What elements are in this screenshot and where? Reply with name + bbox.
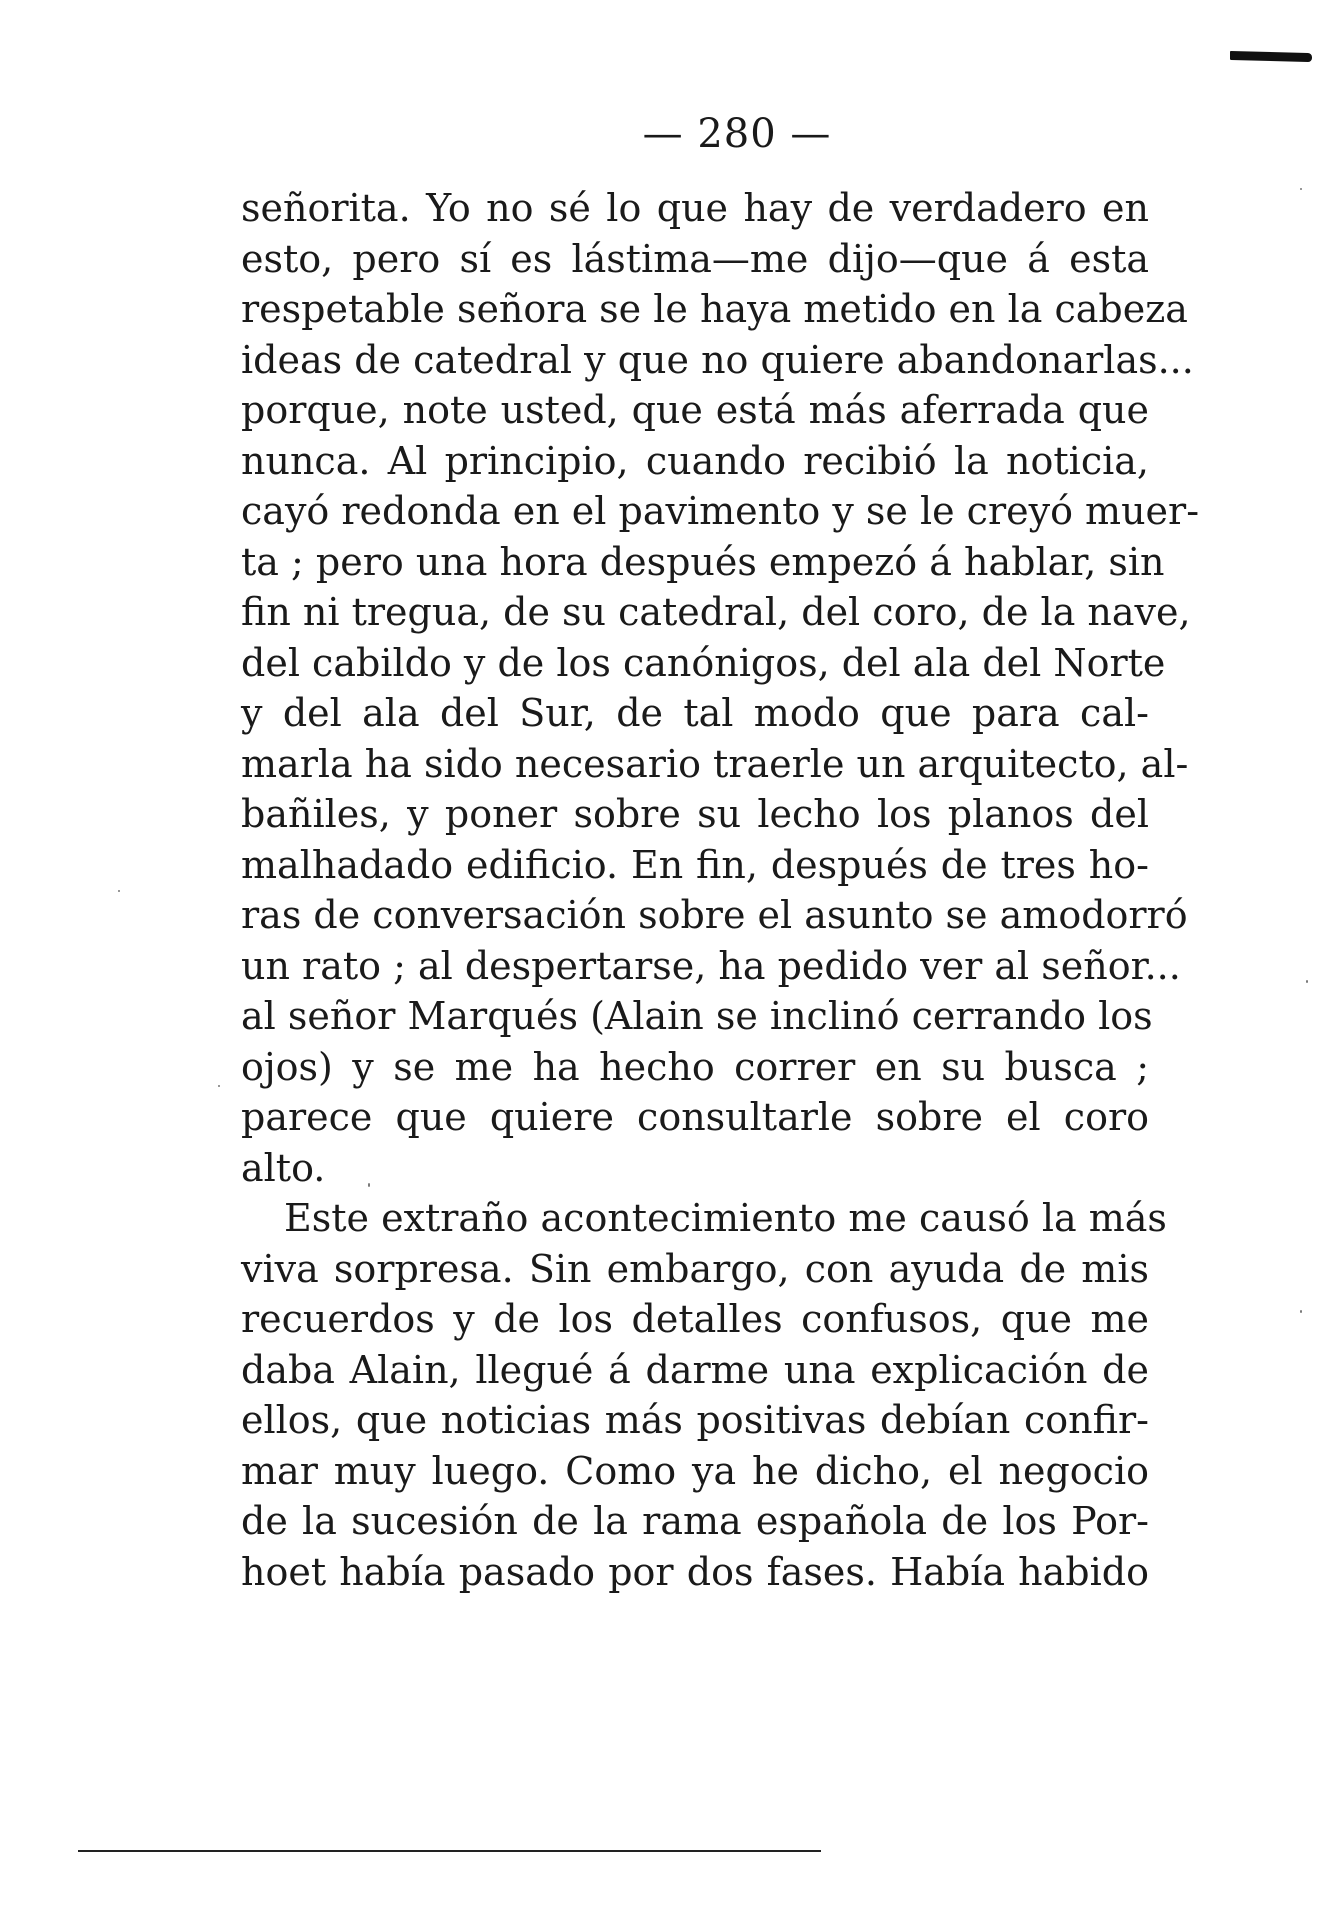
text-line: del cabildo y de los canónigos, del ala del Norte [241, 640, 1166, 685]
text-line: bañiles, y poner sobre su lecho los planos del [241, 792, 1149, 836]
footer-rule [78, 1850, 821, 1852]
text-line: ras de conversación sobre el asunto se amodorró [241, 893, 1188, 937]
text-line: ideas de catedral y que no quiere abandonarlas... [241, 337, 1194, 382]
text-line: esto, pero sí es lástima—me dijo—que á esta [241, 236, 1149, 281]
text-line: cayó redonda en el pavimento y se le creyó muer- [241, 489, 1200, 533]
paragraph-2 [241, 1193, 1167, 1597]
text-line: daba Alain, llegué á darme una explicación de [241, 1347, 1149, 1392]
text-line: señorita. Yo no sé lo que hay de verdadero en [241, 186, 1149, 230]
text-line: fin ni tregua, de su catedral, del coro, de la nave, [241, 590, 1191, 634]
text-line: un rato ; al despertarse, ha pedido ver al señor... [241, 943, 1181, 988]
scan-speck [1300, 188, 1302, 190]
text-line: malhadado edificio. En fin, después de tres ho- [241, 842, 1149, 887]
text-line: respetable señora se le haya metido en la cabeza [241, 287, 1188, 331]
paragraph-1 [241, 183, 1200, 1193]
text-line: ellos, que noticias más positivas debían confir- [241, 1398, 1149, 1442]
text-line: recuerdos y de los detalles confusos, que me [241, 1297, 1149, 1341]
text-line: parece que quiere consultarle sobre el coro [241, 1095, 1149, 1139]
text-line: nunca. Al principio, cuando recibió la noticia, [241, 438, 1149, 483]
scan-edge-mark [1230, 51, 1312, 62]
text-line: alto. [241, 1145, 326, 1190]
text-line: Este extraño acontecimiento me causó la más [284, 1196, 1167, 1240]
text-line: ta ; pero una hora después empezó á hablar, sin [241, 539, 1165, 584]
text-line: de la sucesión de la rama española de los Por- [241, 1499, 1149, 1543]
text-line: marla ha sido necesario traerle un arquitecto, al- [241, 741, 1189, 786]
scan-speck [1306, 980, 1308, 983]
text-line: hoet había pasado por dos fases. Había habido [241, 1549, 1149, 1594]
text-line: mar muy luego. Como ya he dicho, el negocio [241, 1448, 1149, 1493]
scan-speck [368, 1183, 370, 1187]
text-line: ojos) y se me ha hecho correr en su busca ; [241, 1044, 1149, 1089]
page-number: — 280 — [642, 111, 832, 157]
scan-speck [218, 1085, 220, 1087]
scan-speck [118, 890, 120, 892]
text-line: al señor Marqués (Alain se inclinó cerrando los [241, 994, 1153, 1038]
text-line: porque, note usted, que está más aferrada que [241, 388, 1149, 432]
text-line: viva sorpresa. Sin embargo, con ayuda de mis [241, 1246, 1149, 1291]
text-line: y del ala del Sur, de tal modo que para cal- [241, 691, 1149, 735]
scan-speck [1300, 1310, 1302, 1313]
body-text [241, 183, 1200, 1597]
